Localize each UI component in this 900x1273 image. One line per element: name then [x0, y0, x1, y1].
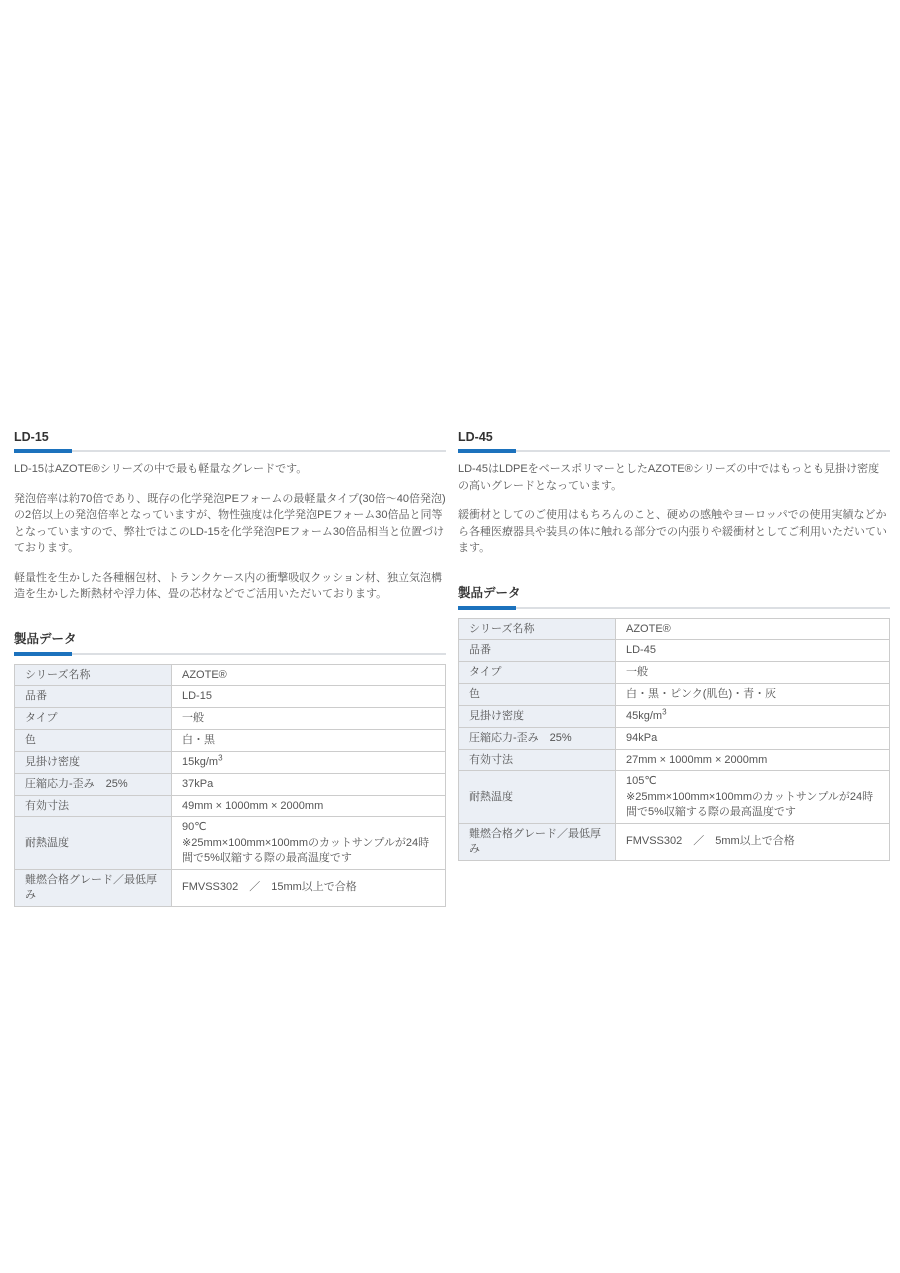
spec-label: 有効寸法	[15, 795, 172, 817]
section-title-ld15	[14, 430, 446, 452]
spec-value	[172, 664, 446, 686]
spec-row	[15, 751, 446, 773]
spec-value-text: LD-15	[182, 690, 212, 703]
intro-paragraph: LD-15はAZOTE®シリーズの中で最も軽量なグレードです。	[14, 463, 308, 475]
spec-row	[15, 773, 446, 795]
section-title-text: LD-45	[458, 430, 493, 444]
spec-table-ld45	[458, 618, 890, 861]
spec-row	[15, 817, 446, 870]
spec-row	[459, 823, 890, 860]
spec-label: 見掛け密度	[459, 705, 616, 727]
spec-row	[459, 705, 890, 727]
spec-value	[172, 730, 446, 752]
spec-row	[459, 662, 890, 684]
product-data-heading	[458, 583, 890, 609]
spec-row	[459, 618, 890, 640]
spec-value	[172, 795, 446, 817]
product-data-heading	[14, 629, 446, 655]
spec-value	[616, 705, 890, 727]
section-ld45	[458, 430, 890, 907]
applications-paragraph: 軽量性を生かした各種梱包材、トランクケース内の衝撃吸収クッション材、独立気泡構造を生かした断熱材や浮力体、畳の芯材などでご活用いただいております。	[14, 571, 443, 600]
spec-value	[616, 618, 890, 640]
section-title-text: LD-15	[14, 430, 49, 444]
spec-value-text: 15kg/m	[182, 755, 219, 768]
spec-value-text: AZOTE®	[182, 668, 227, 681]
spec-value-text: 一般	[626, 666, 648, 679]
spec-label: 品番	[459, 640, 616, 662]
product-data-heading-text: 製品データ	[458, 585, 521, 600]
spec-value	[172, 686, 446, 708]
spec-label: 耐熱温度	[15, 817, 172, 870]
spec-value-text: 白・黒・ピンク(肌色)・青・灰	[626, 688, 777, 701]
spec-value-text: 一般	[182, 712, 204, 725]
spec-row	[15, 686, 446, 708]
spec-value	[172, 708, 446, 730]
spec-row	[459, 727, 890, 749]
accent-underline	[458, 449, 516, 453]
spec-label: 品番	[15, 686, 172, 708]
spec-value-text: FMVSS302 ／ 15mm以上で合格	[182, 881, 357, 894]
spec-label: シリーズ名称	[459, 618, 616, 640]
spec-value	[616, 727, 890, 749]
spec-value-text: 白・黒	[182, 734, 215, 747]
spec-value-text: FMVSS302 ／ 5mm以上で合格	[626, 835, 795, 848]
accent-underline	[458, 606, 516, 610]
spec-label: タイプ	[15, 708, 172, 730]
spec-value-text: 49mm × 1000mm × 2000mm	[182, 799, 324, 812]
spec-row	[459, 749, 890, 771]
spec-row	[459, 640, 890, 662]
spec-value-superscript: 3	[662, 707, 667, 717]
spec-value-text: 37kPa	[182, 777, 214, 790]
spec-value-note: ※25mm×100mm×100mmのカットサンプルが24時間で5%収縮する際の最高温度です	[182, 837, 430, 865]
spec-label: 難燃合格グレード／最低厚み	[15, 869, 172, 906]
intro-paragraph: LD-45はLDPEをベースポリマーとしたAZOTE®シリーズの中ではもっとも見掛け密度の高いグレードとなっています。	[458, 463, 880, 492]
spec-label: 有効寸法	[459, 749, 616, 771]
applications-paragraph: 緩衝材としてのご使用はもちろんのこと、硬めの感触やヨーロッパでの使用実績などから各種医療器具や装具の体に触れる部分での内張りや緩衝材としてご利用いただいています。	[458, 509, 887, 554]
spec-row	[15, 730, 446, 752]
spec-value	[616, 771, 890, 824]
spec-value	[172, 773, 446, 795]
two-column-layout	[14, 430, 890, 907]
spec-value-text: 45kg/m	[626, 709, 663, 722]
spec-label: タイプ	[459, 662, 616, 684]
spec-value	[616, 662, 890, 684]
spec-value	[172, 751, 446, 773]
spec-value	[616, 823, 890, 860]
spec-label: 見掛け密度	[15, 751, 172, 773]
spec-row	[15, 795, 446, 817]
spec-table-ld15	[14, 664, 446, 907]
spec-row	[15, 708, 446, 730]
spec-value	[616, 684, 890, 706]
spec-label: シリーズ名称	[15, 664, 172, 686]
spec-value-text: 90℃	[182, 821, 207, 834]
spec-value-text: 94kPa	[626, 731, 658, 744]
spec-value-text: AZOTE®	[626, 622, 671, 635]
spec-row	[459, 771, 890, 824]
spec-value-text: 27mm × 1000mm × 2000mm	[626, 753, 768, 766]
spec-value-note: ※25mm×100mm×100mmのカットサンプルが24時間で5%収縮する際の最高温度です	[626, 791, 874, 819]
accent-underline	[14, 652, 72, 656]
spec-row	[15, 869, 446, 906]
spec-value-superscript: 3	[218, 753, 223, 763]
spec-value	[616, 640, 890, 662]
product-data-heading-text: 製品データ	[14, 631, 77, 646]
spec-label: 難燃合格グレード／最低厚み	[459, 823, 616, 860]
spec-label: 色	[15, 730, 172, 752]
spec-label: 圧縮応力-歪み 25%	[459, 727, 616, 749]
spec-value	[172, 869, 446, 906]
spec-value	[616, 749, 890, 771]
accent-underline	[14, 449, 72, 453]
spec-value-text: LD-45	[626, 644, 656, 657]
spec-value-text: 105℃	[626, 775, 657, 788]
spec-value	[172, 817, 446, 870]
spec-label: 圧縮応力-歪み 25%	[15, 773, 172, 795]
description-paragraph: 発泡倍率は約70倍であり、既存の化学発泡PEフォームの最軽量タイプ(30倍～40倍発泡)の2倍以上の発泡倍率となっていますが、物性強度は化学発泡PEフォーム30倍品と同等となっていますので、弊社ではこのLD-15を化学発泡PEフォーム30倍品相当と位置づけております。	[14, 492, 446, 554]
spec-label: 耐熱温度	[459, 771, 616, 824]
spec-row	[459, 684, 890, 706]
spec-label: 色	[459, 684, 616, 706]
spec-row	[15, 664, 446, 686]
section-title-ld45	[458, 430, 890, 452]
section-ld15	[14, 430, 446, 907]
